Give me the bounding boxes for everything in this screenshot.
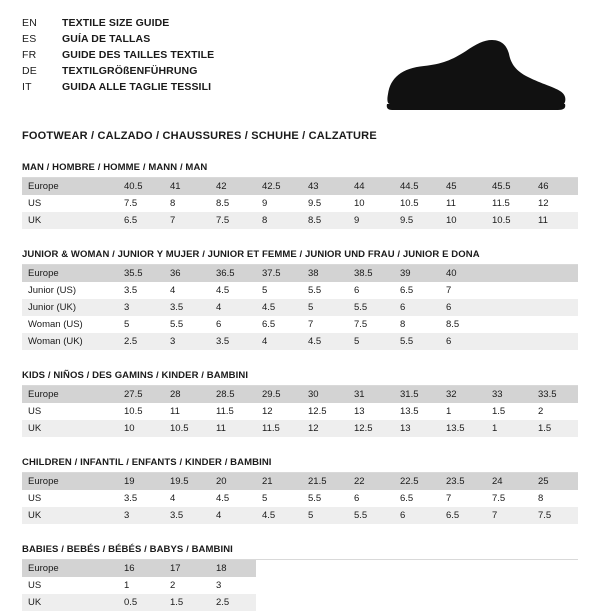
size-group-title: JUNIOR & WOMAN / JUNIOR Y MUJER / JUNIOR ET FEMME / JUNIOR UND FRAU / JUNIOR E DONA [22, 249, 578, 265]
row-label: Europe [22, 265, 118, 282]
language-row [22, 48, 214, 63]
table-row [22, 594, 578, 611]
size-cell: 13 [354, 406, 365, 417]
language-title: TEXTILE SIZE GUIDE [62, 17, 170, 29]
size-cell: 21 [256, 473, 302, 490]
size-cell: 7.5 [492, 493, 506, 504]
size-cell: 3.5 [164, 299, 210, 316]
size-cell: 22.5 [394, 473, 440, 490]
size-cell: 3.5 [164, 507, 210, 524]
size-cell: 1.5 [164, 594, 210, 611]
size-cell: 40.5 [118, 178, 164, 195]
table-row [22, 420, 578, 437]
size-cell: 16 [118, 560, 164, 577]
empty-cell [348, 594, 394, 611]
language-row [22, 80, 214, 95]
row-label: Woman (US) [28, 319, 83, 330]
empty-cell [486, 577, 532, 594]
size-cell: 28.5 [210, 386, 256, 403]
size-cell: 12 [262, 406, 273, 417]
size-table [22, 265, 578, 350]
size-cell: 5.5 [348, 507, 394, 524]
empty-cell [532, 594, 578, 611]
size-group-title: CHILDREN / INFANTIL / ENFANTS / KINDER / BAMBINI [22, 457, 578, 473]
empty-cell [486, 316, 532, 333]
page-title: FOOTWEAR / CALZADO / CHAUSSURES / SCHUHE / CALZATURE [22, 130, 377, 142]
size-cell: 6 [440, 299, 486, 316]
language-code: FR [22, 49, 37, 61]
size-cell: 1 [124, 580, 130, 591]
empty-cell [486, 265, 532, 282]
row-label: UK [22, 507, 118, 524]
size-cell: 3 [164, 333, 210, 350]
row-label: US [28, 406, 42, 417]
language-title-list [22, 16, 214, 95]
size-cell: 9.5 [394, 212, 440, 229]
size-cell: 21.5 [302, 473, 348, 490]
size-cell: 11 [170, 406, 180, 417]
size-cell: 38 [302, 265, 348, 282]
dress-shoe-icon [380, 34, 570, 114]
language-code: DE [22, 65, 37, 77]
size-cell: 3 [216, 580, 222, 591]
size-cell: 5 [302, 299, 348, 316]
size-cell: 1.5 [532, 420, 578, 437]
size-cell: 23.5 [440, 473, 486, 490]
empty-cell [532, 333, 578, 350]
size-cell: 10.5 [400, 198, 419, 209]
size-cell: 8.5 [302, 212, 348, 229]
language-code: EN [22, 17, 37, 29]
language-code: IT [22, 81, 32, 93]
empty-cell [394, 577, 440, 594]
row-label: Woman (UK) [22, 333, 118, 350]
size-cell: 8 [538, 493, 544, 504]
empty-cell [440, 560, 486, 577]
size-group [22, 544, 578, 611]
size-cell: 2.5 [118, 333, 164, 350]
size-cell: 12.5 [348, 420, 394, 437]
language-title: GUIDA ALLE TAGLIE TESSILI [62, 81, 212, 93]
empty-cell [394, 594, 440, 611]
empty-cell [486, 333, 532, 350]
language-row [22, 16, 214, 31]
size-cell: 4 [170, 285, 176, 296]
empty-cell [486, 299, 532, 316]
size-cell: 42 [210, 178, 256, 195]
size-cell: 10.5 [486, 212, 532, 229]
size-cell: 5.5 [170, 319, 184, 330]
size-cell: 0.5 [118, 594, 164, 611]
size-cell: 12.5 [308, 406, 327, 417]
document-header [22, 16, 578, 114]
size-cell: 42.5 [256, 178, 302, 195]
row-label: UK [22, 420, 118, 437]
size-cell: 11 [446, 198, 456, 209]
size-group-title: BABIES / BEBÉS / BÉBÉS / BABYS / BAMBINI [22, 544, 578, 560]
row-label: Europe [22, 560, 118, 577]
size-cell: 3 [118, 507, 164, 524]
empty-cell [302, 594, 348, 611]
size-cell: 8.5 [216, 198, 230, 209]
size-cell: 30 [302, 386, 348, 403]
size-cell: 31 [348, 386, 394, 403]
size-cell: 6.5 [400, 493, 414, 504]
size-cell: 7.5 [124, 198, 138, 209]
size-cell: 7.5 [210, 212, 256, 229]
size-cell: 5.5 [348, 299, 394, 316]
empty-cell [348, 560, 394, 577]
size-cell: 4.5 [216, 493, 230, 504]
row-label: Junior (US) [28, 285, 77, 296]
language-title: GUIDE DES TAILLES TEXTILE [62, 49, 215, 61]
size-table [22, 178, 578, 229]
size-cell: 28 [164, 386, 210, 403]
empty-cell [302, 560, 348, 577]
size-cell: 4 [170, 493, 176, 504]
size-cell: 3.5 [210, 333, 256, 350]
size-cell: 7 [164, 212, 210, 229]
size-cell: 33.5 [532, 386, 578, 403]
size-cell: 5.5 [394, 333, 440, 350]
empty-cell [256, 594, 302, 611]
empty-cell [532, 299, 578, 316]
size-cell: 38.5 [348, 265, 394, 282]
empty-cell [394, 560, 440, 577]
row-label: Europe [22, 473, 118, 490]
size-cell: 5.5 [308, 285, 322, 296]
language-title: TEXTILGRÖßENFÜHRUNG [62, 65, 198, 77]
size-group [22, 457, 578, 524]
size-cell: 1.5 [492, 406, 506, 417]
size-cell: 2 [170, 580, 176, 591]
row-label: UK [22, 594, 118, 611]
size-cell: 3 [118, 299, 164, 316]
size-cell: 3.5 [124, 493, 138, 504]
size-cell: 45 [440, 178, 486, 195]
table-row [22, 212, 578, 229]
size-cell: 4 [210, 299, 256, 316]
size-cell: 41 [164, 178, 210, 195]
size-cell: 32 [440, 386, 486, 403]
size-cell: 20 [210, 473, 256, 490]
size-table [22, 386, 578, 437]
empty-cell [486, 282, 532, 299]
empty-cell [532, 282, 578, 299]
size-cell: 35.5 [118, 265, 164, 282]
row-label: US [28, 198, 42, 209]
table-row [22, 299, 578, 316]
size-cell: 13 [394, 420, 440, 437]
size-cell: 46 [532, 178, 578, 195]
size-cell: 8.5 [446, 319, 460, 330]
size-cell: 43 [302, 178, 348, 195]
size-cell: 7 [446, 285, 452, 296]
table-row [22, 333, 578, 350]
size-cell: 2.5 [210, 594, 256, 611]
size-cell: 9.5 [308, 198, 322, 209]
language-code: ES [22, 33, 37, 45]
size-cell: 39 [394, 265, 440, 282]
empty-cell [486, 560, 532, 577]
size-cell: 44 [348, 178, 394, 195]
size-cell: 5 [262, 493, 268, 504]
language-title: GUÍA DE TALLAS [62, 33, 151, 45]
size-cell: 6.5 [440, 507, 486, 524]
size-cell: 7.5 [532, 507, 578, 524]
size-tables-container [22, 162, 578, 611]
size-cell: 6 [440, 333, 486, 350]
table-row [22, 282, 578, 299]
size-cell: 22 [348, 473, 394, 490]
size-cell: 7.5 [354, 319, 368, 330]
size-cell: 33 [486, 386, 532, 403]
size-cell: 5 [348, 333, 394, 350]
size-cell: 36 [164, 265, 210, 282]
row-label: Europe [22, 178, 118, 195]
size-group-title: KIDS / NIÑOS / DES GAMINS / KINDER / BAMBINI [22, 370, 578, 386]
size-cell: 4.5 [302, 333, 348, 350]
size-cell: 37.5 [256, 265, 302, 282]
size-cell: 11.5 [256, 420, 302, 437]
empty-cell [532, 560, 578, 577]
size-cell: 44.5 [394, 178, 440, 195]
size-cell: 19.5 [164, 473, 210, 490]
table-row [22, 507, 578, 524]
size-cell: 31.5 [394, 386, 440, 403]
size-group [22, 249, 578, 350]
size-cell: 10 [440, 212, 486, 229]
size-cell: 13.5 [400, 406, 419, 417]
row-label: Junior (UK) [22, 299, 118, 316]
size-cell: 10 [354, 198, 365, 209]
size-cell: 10.5 [124, 406, 143, 417]
empty-cell [302, 577, 348, 594]
size-cell: 5 [302, 507, 348, 524]
size-cell: 13.5 [440, 420, 486, 437]
table-row [22, 403, 578, 420]
size-cell: 12 [302, 420, 348, 437]
size-cell: 27.5 [118, 386, 164, 403]
empty-cell [532, 265, 578, 282]
row-label: UK [22, 212, 118, 229]
size-cell: 5.5 [308, 493, 322, 504]
table-row [22, 490, 578, 507]
size-cell: 36.5 [210, 265, 256, 282]
table-row [22, 473, 578, 490]
size-cell: 6 [216, 319, 222, 330]
size-cell: 18 [210, 560, 256, 577]
size-group [22, 162, 578, 229]
size-cell: 6 [394, 299, 440, 316]
empty-cell [532, 316, 578, 333]
size-cell: 6.5 [400, 285, 414, 296]
size-cell: 4.5 [216, 285, 230, 296]
empty-cell [256, 577, 302, 594]
size-cell: 4 [210, 507, 256, 524]
size-cell: 11.5 [492, 198, 510, 209]
size-cell: 4 [256, 333, 302, 350]
empty-cell [440, 594, 486, 611]
size-cell: 45.5 [486, 178, 532, 195]
size-cell: 9 [348, 212, 394, 229]
size-cell: 1 [446, 406, 452, 417]
size-cell: 6.5 [262, 319, 276, 330]
size-group-title: MAN / HOMBRE / HOMME / MANN / MAN [22, 162, 578, 178]
size-cell: 17 [164, 560, 210, 577]
table-row [22, 316, 578, 333]
size-cell: 6 [394, 507, 440, 524]
size-cell: 6 [354, 285, 360, 296]
size-group [22, 370, 578, 437]
size-cell: 7 [486, 507, 532, 524]
table-row [22, 178, 578, 195]
size-cell: 10.5 [164, 420, 210, 437]
size-cell: 40 [440, 265, 486, 282]
language-row [22, 64, 214, 79]
row-label: Europe [22, 386, 118, 403]
size-cell: 12 [538, 198, 549, 209]
empty-cell [256, 560, 302, 577]
size-cell: 11.5 [216, 406, 234, 417]
size-cell: 3.5 [124, 285, 138, 296]
size-cell: 29.5 [256, 386, 302, 403]
size-cell: 1 [486, 420, 532, 437]
empty-cell [486, 594, 532, 611]
empty-cell [348, 577, 394, 594]
size-cell: 24 [486, 473, 532, 490]
size-cell: 11 [532, 212, 578, 229]
table-row [22, 265, 578, 282]
size-cell: 5 [124, 319, 130, 330]
size-cell: 4.5 [256, 299, 302, 316]
size-cell: 7 [446, 493, 452, 504]
table-row [22, 386, 578, 403]
size-table [22, 473, 578, 524]
size-cell: 5 [262, 285, 268, 296]
size-cell: 8 [400, 319, 406, 330]
size-cell: 7 [308, 319, 314, 330]
size-cell: 10 [118, 420, 164, 437]
size-cell: 6.5 [118, 212, 164, 229]
size-cell: 8 [170, 198, 176, 209]
language-row [22, 32, 214, 47]
row-label: US [28, 580, 42, 591]
table-row [22, 577, 578, 594]
size-cell: 11 [210, 420, 256, 437]
table-row [22, 560, 578, 577]
size-cell: 19 [118, 473, 164, 490]
size-cell: 4.5 [256, 507, 302, 524]
size-cell: 8 [256, 212, 302, 229]
size-cell: 2 [538, 406, 544, 417]
empty-cell [532, 577, 578, 594]
row-label: US [28, 493, 42, 504]
size-table [22, 560, 578, 611]
table-row [22, 195, 578, 212]
empty-cell [440, 577, 486, 594]
size-cell: 6 [354, 493, 360, 504]
size-cell: 25 [532, 473, 578, 490]
size-cell: 9 [262, 198, 268, 209]
